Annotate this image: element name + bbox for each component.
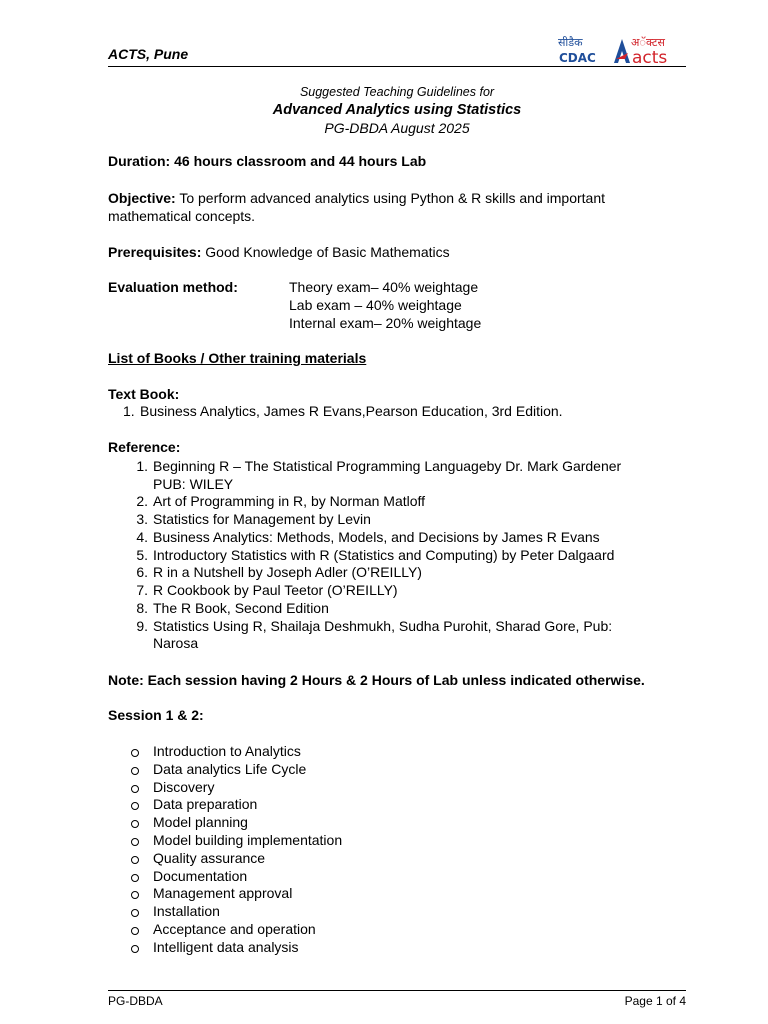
- prerequisites-text: Good Knowledge of Basic Mathematics: [205, 244, 450, 260]
- session-topic: Management approval: [108, 885, 686, 903]
- evaluation-item: Internal exam– 20% weightage: [289, 314, 482, 331]
- logo-cdac-text: CDAC: [559, 51, 596, 65]
- bullet-circle-icon: [131, 891, 139, 899]
- page-number: Page 1 of 4: [624, 994, 686, 1008]
- reference-item: 4. Business Analytics: Methods, Models, and Decisions by James R Evans: [136, 528, 600, 545]
- bullet-circle-icon: [131, 856, 139, 864]
- text-book-title: Business Analytics, James R Evans,Pearson Education, 3rd Edition.: [140, 403, 563, 419]
- objective-text-line2: mathematical concepts.: [108, 207, 256, 224]
- objective-label: Objective:: [108, 190, 176, 206]
- header-org: ACTS, Pune: [108, 46, 189, 63]
- logo-acts-mark-icon: [614, 39, 630, 63]
- bullet-circle-icon: [131, 927, 139, 935]
- footer-program: PG-DBDA: [108, 994, 163, 1008]
- bullet-circle-icon: [131, 820, 139, 828]
- session-topic: Model planning: [108, 814, 686, 832]
- logo-acts-hindi: अॅक्टस: [631, 36, 665, 49]
- session-topic: Data analytics Life Cycle: [108, 761, 686, 779]
- reference-list: [108, 458, 686, 653]
- bullet-circle-icon: [131, 749, 139, 757]
- reference-item: 3. Statistics for Management by Levin: [136, 510, 371, 527]
- evaluation-item: Lab exam – 40% weightage: [289, 296, 462, 313]
- reference-item: 7. R Cookbook by Paul Teetor (O’REILLY): [136, 582, 398, 599]
- session-topic: Acceptance and operation: [108, 921, 686, 939]
- logo-cdac-hindi: सीडैक: [558, 36, 583, 49]
- session-topic: Documentation: [108, 868, 686, 886]
- page-header: [108, 33, 686, 67]
- session-note: Note: Each session having 2 Hours & 2 Hours of Lab unless indicated otherwise.: [108, 672, 645, 688]
- text-book-heading: Text Book:: [108, 386, 180, 402]
- session-topic: Quality assurance: [108, 850, 686, 868]
- duration: Duration: 46 hours classroom and 44 hours Lab: [108, 153, 427, 169]
- reference-item: 8. The R Book, Second Edition: [136, 599, 329, 616]
- program-title: PG-DBDA August 2025: [324, 120, 470, 136]
- bullet-circle-icon: [131, 838, 139, 846]
- title-block: [108, 83, 686, 137]
- session-topic: Data preparation: [108, 796, 686, 814]
- title-line-guidelines: Suggested Teaching Guidelines for: [299, 85, 495, 99]
- session-topic: Discovery: [108, 779, 686, 797]
- document-page: [108, 0, 686, 1024]
- reference-item: 5. Introductory Statistics with R (Statistics and Computing) by Peter Dalgaard: [136, 546, 615, 563]
- session-topic: Installation: [108, 903, 686, 921]
- bullet-circle-icon: [131, 785, 139, 793]
- reference-item: 6. R in a Nutshell by Joseph Adler (O’REILLY): [136, 564, 422, 581]
- page-footer: [108, 990, 686, 1008]
- bullet-circle-icon: [131, 802, 139, 810]
- text-book-number: 1.: [123, 403, 135, 419]
- bullet-circle-icon: [131, 945, 139, 953]
- bullet-circle-icon: [131, 874, 139, 882]
- books-heading: List of Books / Other training materials: [108, 350, 367, 366]
- bullet-circle-icon: [131, 909, 139, 917]
- cdac-acts-logo: [558, 33, 680, 65]
- bullet-circle-icon: [131, 767, 139, 775]
- evaluation-label: Evaluation method:: [108, 279, 238, 295]
- session-topic: Model building implementation: [108, 832, 686, 850]
- logo-acts-text: acts: [632, 48, 668, 65]
- reference-item: 9. Statistics Using R, Shailaja Deshmukh, Sudha Purohit, Sharad Gore, Pub: Narosa: [136, 617, 613, 652]
- session-topic: Introduction to Analytics: [108, 743, 686, 761]
- course-title: Advanced Analytics using Statistics: [272, 102, 522, 118]
- reference-heading: Reference:: [108, 439, 181, 455]
- prerequisites: [108, 244, 686, 262]
- session-topic: Intelligent data analysis: [108, 939, 686, 957]
- reference-item: 1. Beginning R – The Statistical Programming Languageby Dr. Mark Gardener PUB: WILEY: [136, 458, 622, 492]
- objective: [108, 190, 686, 225]
- objective-text-line1: To perform advanced analytics using Python & R skills and important: [179, 190, 605, 206]
- session-topic-list: [108, 743, 686, 957]
- reference-item: 2. Art of Programming in R, by Norman Matloff: [136, 493, 426, 510]
- evaluation-item: Theory exam– 40% weightage: [289, 279, 479, 295]
- evaluation-items: [289, 279, 481, 332]
- session-heading: Session 1 & 2:: [108, 707, 204, 723]
- prerequisites-label: Prerequisites:: [108, 244, 202, 260]
